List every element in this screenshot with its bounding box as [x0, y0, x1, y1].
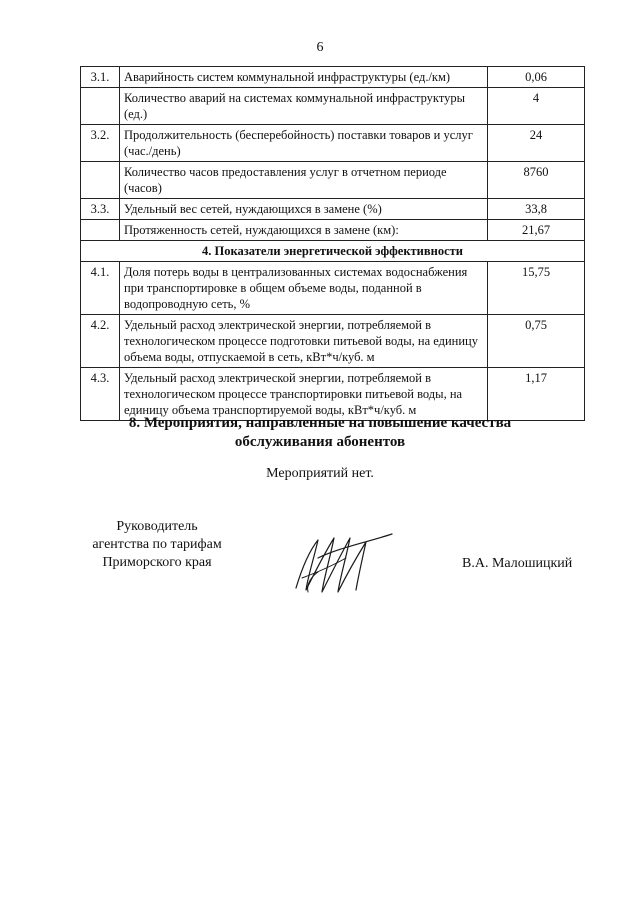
table-row	[81, 67, 585, 88]
table-row	[81, 199, 585, 220]
table-row	[81, 368, 585, 421]
row-number	[81, 162, 120, 199]
row-number: 4.2.	[81, 315, 120, 368]
row-number: 4.1.	[81, 262, 120, 315]
row-description: Продолжительность (бесперебойность) поставки товаров и услуг (час./день)	[120, 125, 488, 162]
row-description: Количество аварий на системах коммунальной инфраструктуры (ед.)	[120, 88, 488, 125]
row-value: 33,8	[488, 199, 585, 220]
row-description: Удельный расход электрической энергии, потребляемой в технологическом процессе транспортировки питьевой воды, на единицу объема транспортируемой воды, кВт*ч/куб. м	[120, 368, 488, 421]
row-value: 1,17	[488, 368, 585, 421]
row-number: 3.1.	[81, 67, 120, 88]
row-description: Удельный вес сетей, нуждающихся в замене (%)	[120, 199, 488, 220]
row-number	[81, 88, 120, 125]
signer-title-line-1: Руководитель	[116, 519, 198, 534]
row-number: 3.3.	[81, 199, 120, 220]
row-value: 8760	[488, 162, 585, 199]
row-description: Количество часов предоставления услуг в отчетном периоде (часов)	[120, 162, 488, 199]
table-section-row	[81, 241, 585, 262]
table-row	[81, 262, 585, 315]
row-value: 0,75	[488, 315, 585, 368]
row-number: 3.2.	[81, 125, 120, 162]
section-heading	[0, 414, 640, 452]
table-row	[81, 125, 585, 162]
row-number: 4.3.	[81, 368, 120, 421]
section-title: 4. Показатели энергетической эффективности	[81, 241, 585, 262]
signer-title	[72, 518, 242, 572]
table-row	[81, 162, 585, 199]
signer-name: В.А. Малошицкий	[462, 556, 573, 571]
indicators-table	[80, 66, 585, 421]
signer-title-line-2: агентства по тарифам	[92, 537, 222, 552]
signer-title-line-3: Приморского края	[102, 555, 212, 570]
section-body-text: Мероприятий нет.	[266, 466, 374, 481]
row-description: Протяженность сетей, нуждающихся в замене (км):	[120, 220, 488, 241]
row-description: Удельный расход электрической энергии, потребляемой в технологическом процессе подготовки питьевой воды, на единицу объема воды, отпускаемой в сеть, кВт*ч/куб. м	[120, 315, 488, 368]
row-value: 0,06	[488, 67, 585, 88]
section-heading-line-2: обслуживания абонентов	[234, 434, 406, 450]
row-description: Аварийность систем коммунальной инфраструктуры (ед./км)	[120, 67, 488, 88]
indicators-table-body	[81, 67, 585, 421]
row-number	[81, 220, 120, 241]
row-description: Доля потерь воды в централизованных системах водоснабжения при транспортировке в общем объеме воды, поданной в водопроводную сеть, %	[120, 262, 488, 315]
row-value: 15,75	[488, 262, 585, 315]
handwritten-signature	[288, 528, 398, 598]
row-value: 4	[488, 88, 585, 125]
page-number: 6	[316, 40, 324, 55]
section-heading-line-1: 8. Мероприятия, направленные на повышение качества	[128, 415, 512, 431]
table-row	[81, 88, 585, 125]
row-value: 21,67	[488, 220, 585, 241]
table-row	[81, 315, 585, 368]
table-row	[81, 220, 585, 241]
row-value: 24	[488, 125, 585, 162]
